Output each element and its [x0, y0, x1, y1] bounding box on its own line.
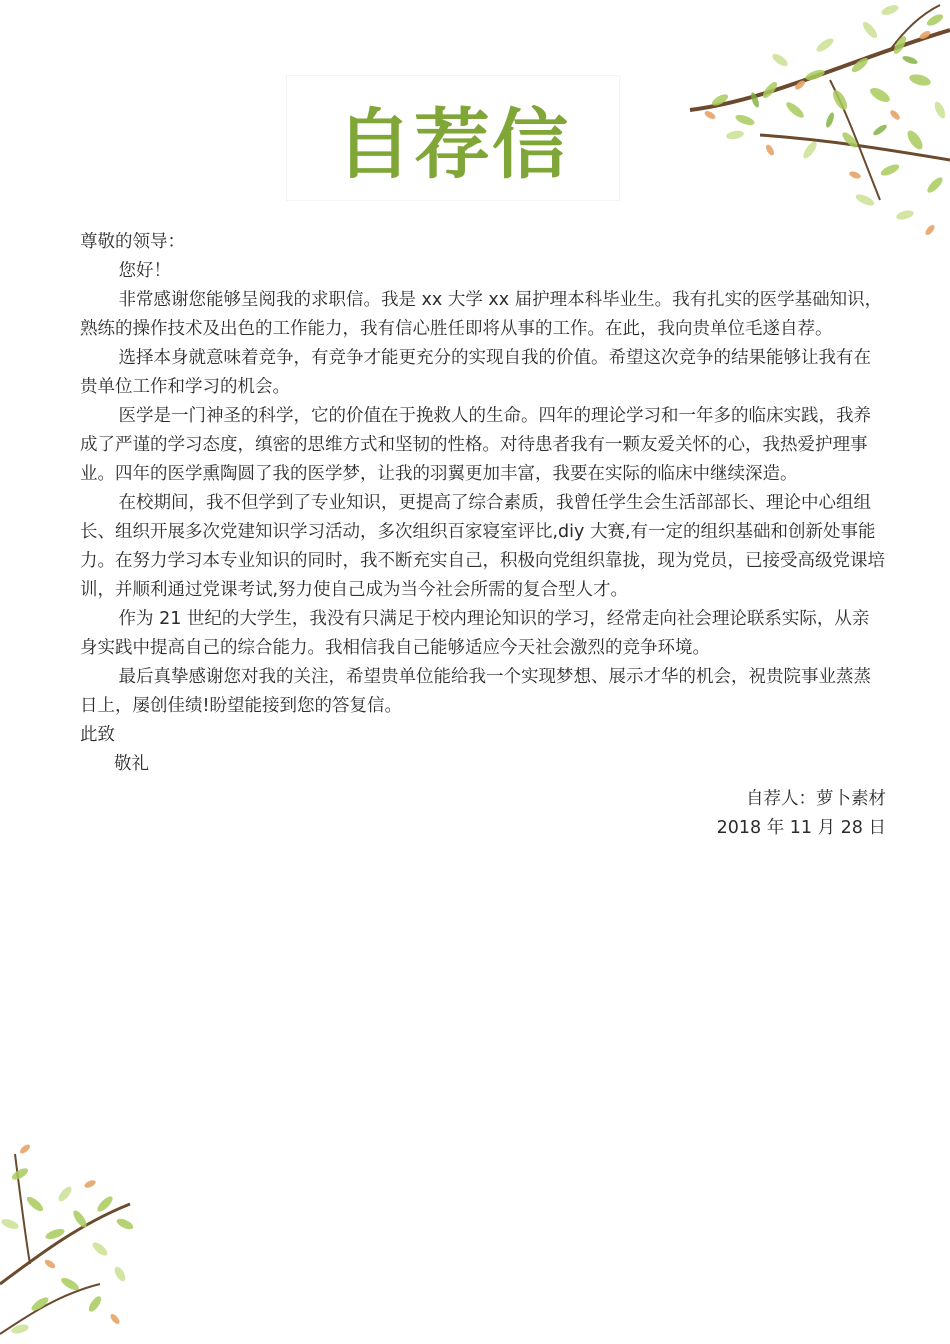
paragraph: 作为 21 世纪的大学生，我没有只满足于校内理论知识的学习，经常走向社会理论联系实际，从亲身实践中提高自己的综合能力。我相信我自己能够适应今天社会激烈的竞争环境。: [80, 609, 870, 658]
page-title: 自荐信: [336, 99, 570, 189]
closing-line: 此致: [80, 725, 115, 745]
closing-regards: 敬礼: [114, 754, 149, 774]
title-card: [287, 76, 619, 200]
paragraph: 医学是一门神圣的科学，它的价值在于挽救人的生命。四年的理论学习和一年多的临床实践，我养成了严谨的学习态度，缜密的思维方式和坚韧的性格。对待患者我有一颗友爱关怀的心，我热爱护理事业。四年的医学熏陶圆了我的医学梦，让我的羽翼更加丰富，我要在实际的临床中继续深造。: [80, 406, 871, 484]
date: 2018 年 11 月 28 日: [716, 818, 886, 838]
paragraph: 最后真挚感谢您对我的关注，希望贵单位能给我一个实现梦想、展示才华的机会，祝贵院事业蒸蒸日上，屡创佳绩!盼望能接到您的答复信。: [80, 667, 871, 716]
paragraph: 非常感谢您能够呈阅我的求职信。我是 xx 大学 xx 届护理本科毕业生。我有扎实的医学基础知识，熟练的操作技术及出色的工作能力，我有信心胜任即将从事的工作。在此，我向贵单位毛遂自荐。: [80, 290, 883, 339]
letter-body: [80, 228, 886, 843]
paragraph: 选择本身就意味着竞争，有竞争才能更充分的实现自我的价值。希望这次竞争的结果能够让我有在贵单位工作和学习的机会。: [80, 348, 871, 397]
paragraph: 在校期间，我不但学到了专业知识，更提高了综合素质，我曾任学生会生活部部长、理论中心组组长、组织开展多次党建知识学习活动，多次组织百家寝室评比,diy 大赛,有一定的组织基础和创新处事能力。在努力学习本专业知识的同时，我不断充实自己，积极向党组织靠拢，现为党员，已接受高级党课培训，并顺利通过党课考试,努力使自己成为当今社会所需的复合型人才。: [80, 493, 885, 600]
tree-branch-decoration-bottom: [0, 1134, 150, 1344]
salutation: 尊敬的领导：: [80, 232, 185, 252]
signature: 自荐人：萝卜素材: [746, 789, 886, 809]
greeting: 您好！: [118, 261, 171, 281]
